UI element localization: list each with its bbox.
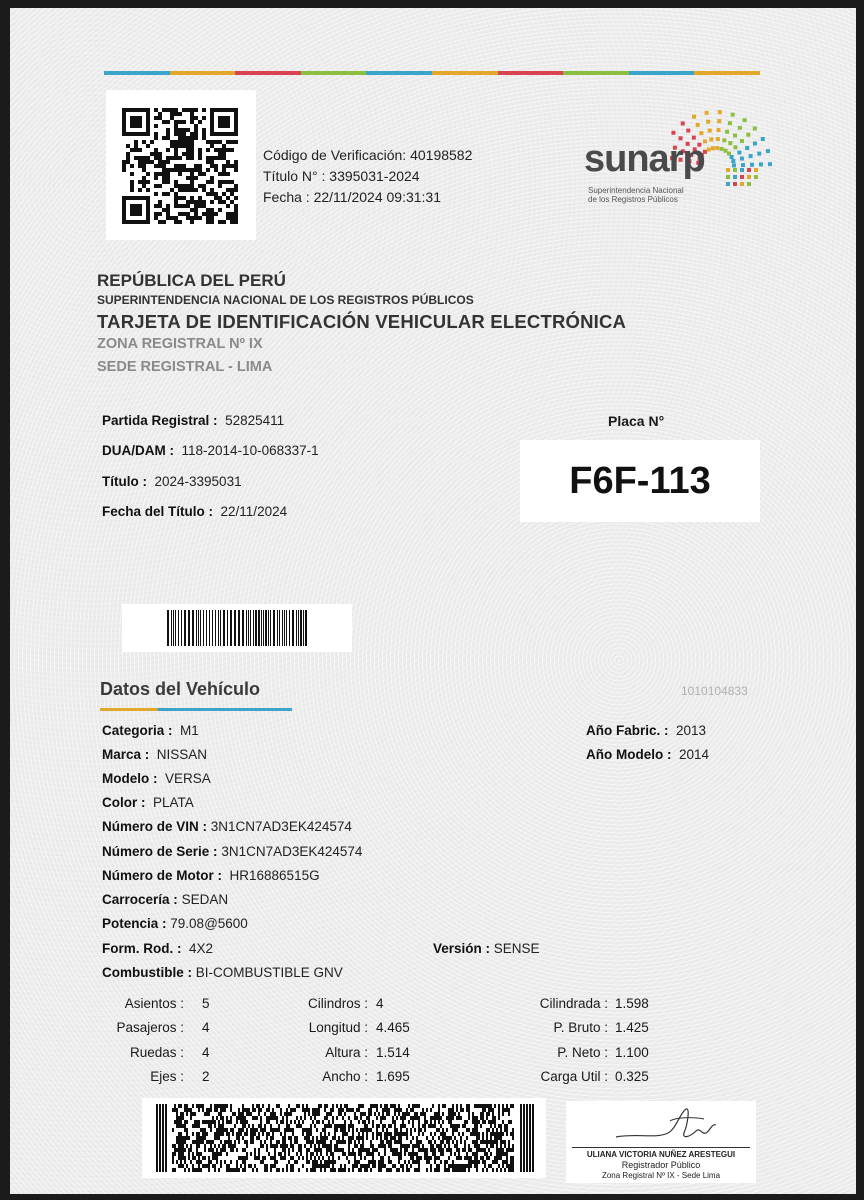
asientos-value: 5 xyxy=(202,996,210,1011)
carroceria-label: Carrocería : xyxy=(102,892,178,907)
categoria-label: Categoria : xyxy=(102,723,173,738)
section-underline xyxy=(100,708,292,711)
longitud-label: Longitud : xyxy=(308,1020,368,1035)
pbruto-value: 1.425 xyxy=(615,1020,649,1035)
field-partida xyxy=(102,413,284,428)
version-label: Versión : xyxy=(433,941,491,956)
signer-name: ULIANA VICTORIA NUÑEZ ARESTEGUI xyxy=(586,1150,736,1159)
field-anio-modelo xyxy=(586,747,709,762)
field-serie xyxy=(102,844,362,859)
ruedas-value: 4 xyxy=(202,1045,210,1060)
serie-label: Número de Serie : xyxy=(102,844,218,859)
color-label: Color : xyxy=(102,795,146,810)
potencia-value: 79.08@5600 xyxy=(170,916,248,931)
partida-value: 52825411 xyxy=(225,413,285,428)
cilindros-label: Cilindros : xyxy=(307,996,368,1011)
ejes-value: 2 xyxy=(202,1069,210,1084)
verification-block xyxy=(263,145,472,208)
ancho-label: Ancho : xyxy=(322,1069,368,1084)
placa-value: F6F-113 xyxy=(520,440,760,522)
partida-label: Partida Registral : xyxy=(102,413,218,428)
titulo-label: Título : xyxy=(102,474,147,489)
verification-date: Fecha : 22/11/2024 09:31:31 xyxy=(263,189,441,205)
field-categoria xyxy=(102,723,199,738)
header-superintendencia: SUPERINTENDENCIA NACIONAL DE LOS REGISTROS PÚBLICOS xyxy=(97,293,474,307)
field-modelo xyxy=(102,771,211,786)
cilindrada-value: 1.598 xyxy=(615,996,649,1011)
cilindrada-label: Cilindrada : xyxy=(539,996,608,1011)
field-fecha-titulo xyxy=(102,504,287,519)
marca-label: Marca : xyxy=(102,747,150,762)
vin-value: 3N1CN7AD3EK424574 xyxy=(210,819,352,834)
motor-label: Número de Motor : xyxy=(102,868,222,883)
barcode-pdf417 xyxy=(142,1098,546,1178)
anio-modelo-value: 2014 xyxy=(679,747,710,762)
formrod-label: Form. Rod. : xyxy=(102,941,182,956)
pbruto-label: P. Bruto : xyxy=(553,1020,608,1035)
field-carroceria xyxy=(102,892,228,907)
signer-zone: Zona Registral Nº IX - Sede Lima xyxy=(601,1171,721,1180)
longitud-value: 4.465 xyxy=(376,1020,410,1035)
field-anio-fabric xyxy=(586,723,706,738)
modelo-label: Modelo : xyxy=(102,771,158,786)
combustible-label: Combustible : xyxy=(102,965,192,980)
pneto-label: P. Neto : xyxy=(557,1045,608,1060)
signature-block xyxy=(566,1101,756,1183)
pasajeros-label: Pasajeros : xyxy=(116,1020,184,1035)
field-motor xyxy=(102,868,320,883)
dua-value: 118-2014-10-068337-1 xyxy=(181,443,319,458)
logo-subtitle xyxy=(588,186,684,204)
vin-label: Número de VIN : xyxy=(102,819,208,834)
qr-code xyxy=(106,90,256,240)
field-dua xyxy=(102,443,319,458)
fecha-titulo-label: Fecha del Título : xyxy=(102,504,214,519)
potencia-label: Potencia : xyxy=(102,916,167,931)
field-color xyxy=(102,795,194,810)
carroceria-value: SEDAN xyxy=(181,892,229,907)
titulo-value: 2024-3395031 xyxy=(154,474,242,489)
placa-label: Placa N° xyxy=(608,413,665,429)
header-zona: ZONA REGISTRAL Nº IX xyxy=(97,336,263,352)
header-tarjeta: TARJETA DE IDENTIFICACIÓN VEHICULAR ELECTRÓNICA xyxy=(97,311,627,332)
sunarp-logo xyxy=(584,104,774,214)
signature-line xyxy=(572,1147,750,1148)
version-value: SENSE xyxy=(493,941,540,956)
ruedas-label: Ruedas : xyxy=(129,1045,184,1060)
anio-modelo-label: Año Modelo : xyxy=(586,747,672,762)
altura-label: Altura : xyxy=(325,1045,368,1060)
cilindros-value: 4 xyxy=(376,996,384,1011)
fecha-titulo-value: 22/11/2024 xyxy=(220,504,288,519)
header-sede: SEDE REGISTRAL - LIMA xyxy=(97,359,273,375)
combustible-value: BI-COMBUSTIBLE GNV xyxy=(195,965,343,980)
top-color-stripe xyxy=(104,71,760,75)
anio-fabric-value: 2013 xyxy=(676,723,707,738)
motor-value: HR16886515G xyxy=(229,868,320,883)
color-value: PLATA xyxy=(153,795,194,810)
carga-value: 0.325 xyxy=(615,1069,649,1084)
asientos-label: Asientos : xyxy=(124,996,184,1011)
categoria-value: M1 xyxy=(180,723,199,738)
field-vin xyxy=(102,819,352,834)
anio-fabric-label: Año Fabric. : xyxy=(586,723,669,738)
logo-subtitle-1: Superintendencia Nacional xyxy=(588,186,684,195)
field-formrod xyxy=(102,941,213,956)
marca-value: NISSAN xyxy=(156,747,208,762)
carga-label: Carga Util : xyxy=(540,1069,608,1084)
logo-subtitle-2: de los Registros Públicos xyxy=(588,195,678,204)
pneto-value: 1.100 xyxy=(615,1045,649,1060)
handwritten-signature xyxy=(606,1103,726,1147)
field-potencia xyxy=(102,916,248,931)
header-republica: REPÚBLICA DEL PERÚ xyxy=(97,271,286,290)
verification-title: Título N° : 3395031-2024 xyxy=(263,168,420,184)
field-titulo xyxy=(102,474,242,489)
field-marca xyxy=(102,747,207,762)
vehicle-code: 1010104833 xyxy=(681,684,748,698)
dua-label: DUA/DAM : xyxy=(102,443,174,458)
verification-code: Código de Verificación: 40198582 xyxy=(263,147,473,163)
ancho-value: 1.695 xyxy=(376,1069,410,1084)
barcode-small xyxy=(122,604,352,652)
field-combustible xyxy=(102,965,343,980)
section-title-datos: Datos del Vehículo xyxy=(100,679,261,699)
ejes-label: Ejes : xyxy=(150,1069,184,1084)
pasajeros-value: 4 xyxy=(202,1020,210,1035)
vehicle-id-card xyxy=(10,8,856,1194)
altura-value: 1.514 xyxy=(376,1045,410,1060)
signer-role: Registrador Público xyxy=(621,1160,701,1170)
modelo-value: VERSA xyxy=(165,771,211,786)
serie-value: 3N1CN7AD3EK424574 xyxy=(221,844,363,859)
logo-wordmark: sunarp xyxy=(584,138,705,180)
formrod-value: 4X2 xyxy=(189,941,214,956)
field-version xyxy=(433,941,540,956)
